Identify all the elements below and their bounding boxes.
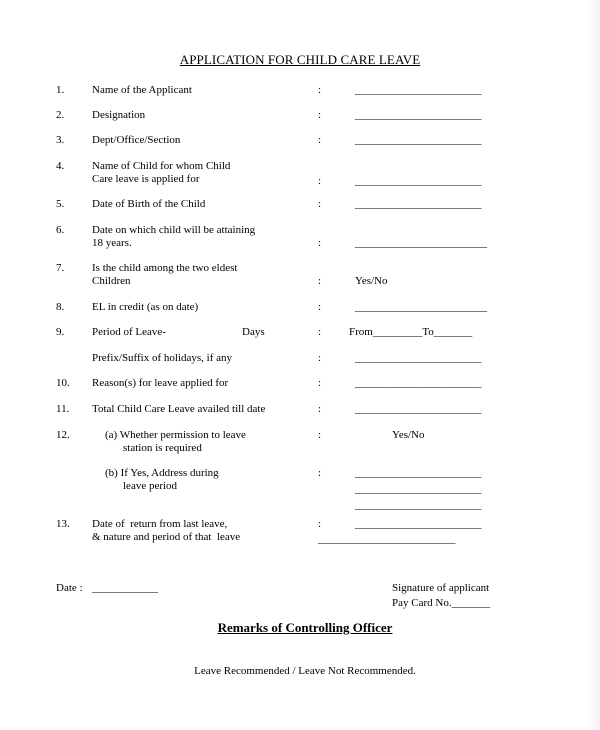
item-label: leave period bbox=[123, 480, 178, 492]
item-label: Is the child among the two eldest bbox=[92, 262, 238, 274]
colon: : bbox=[318, 175, 322, 187]
department-field[interactable]: _______________________ bbox=[355, 134, 482, 146]
total-leave-availed-field[interactable]: _______________________ bbox=[355, 403, 482, 415]
last-leave-field[interactable]: _______________________ bbox=[355, 518, 482, 530]
child-dob-field[interactable]: _______________________ bbox=[355, 198, 482, 210]
colon: : bbox=[318, 84, 322, 96]
colon: : bbox=[318, 326, 322, 338]
recommendation-options: Leave Recommended / Leave Not Recommended. bbox=[194, 665, 416, 677]
item-label: & nature and period of that leave bbox=[92, 531, 241, 543]
item-label: Designation bbox=[92, 109, 146, 121]
item-label: (b) If Yes, Address during bbox=[105, 467, 219, 479]
item-number: 4. bbox=[56, 160, 65, 172]
item-label: EL in credit (as on date) bbox=[92, 301, 199, 313]
item-label: Date on which child will be attaining bbox=[92, 224, 256, 236]
item-label: Dept/Office/Section bbox=[92, 134, 181, 146]
colon: : bbox=[318, 301, 322, 313]
last-leave-nature-field[interactable]: _________________________ bbox=[318, 533, 456, 545]
item-number: 11. bbox=[56, 403, 70, 415]
applicant-name-field[interactable]: _______________________ bbox=[355, 84, 482, 96]
prefix-suffix-field[interactable]: _______________________ bbox=[355, 352, 482, 364]
form-title: APPLICATION FOR CHILD CARE LEAVE bbox=[179, 52, 421, 67]
item-label: Date of Birth of the Child bbox=[92, 198, 206, 210]
item-number: 7. bbox=[56, 262, 65, 274]
leave-reason-field[interactable]: _______________________ bbox=[355, 377, 482, 389]
item-number: 3. bbox=[56, 134, 65, 146]
item-label: Children bbox=[92, 275, 131, 287]
address-line-field[interactable]: _______________________ bbox=[355, 467, 482, 479]
date-attaining-18-field[interactable]: ________________________ bbox=[355, 237, 487, 249]
item-label: Prefix/Suffix of holidays, if any bbox=[92, 352, 233, 364]
item-label: Total Child Care Leave availed till date bbox=[92, 403, 266, 415]
colon: : bbox=[318, 237, 322, 249]
station-permission-yes-no[interactable]: Yes/No bbox=[392, 429, 425, 441]
item-number: 5. bbox=[56, 198, 65, 210]
colon: : bbox=[318, 134, 322, 146]
signature-label: Signature of applicant bbox=[392, 582, 490, 594]
leave-period-from-to-field[interactable]: From_________To_______ bbox=[349, 326, 473, 338]
pay-card-field[interactable]: Pay Card No._______ bbox=[392, 597, 491, 609]
item-number: 13. bbox=[56, 518, 70, 530]
item-label: Period of Leave- bbox=[92, 326, 166, 338]
eldest-child-yes-no[interactable]: Yes/No bbox=[355, 275, 388, 287]
colon: : bbox=[318, 198, 322, 210]
item-label: Date of return from last leave, bbox=[92, 518, 228, 530]
date-label: Date : bbox=[56, 582, 83, 594]
item-number: 8. bbox=[56, 301, 65, 313]
el-credit-field[interactable]: ________________________ bbox=[355, 301, 487, 313]
colon: : bbox=[318, 467, 322, 479]
item-label: 18 years. bbox=[92, 237, 132, 249]
colon: : bbox=[318, 109, 322, 121]
item-label: station is required bbox=[123, 442, 202, 454]
address-line-field[interactable]: _______________________ bbox=[355, 483, 482, 495]
item-label: Name of Child for whom Child bbox=[92, 160, 231, 172]
date-field[interactable]: ____________ bbox=[92, 582, 158, 594]
child-name-field[interactable]: _______________________ bbox=[355, 175, 482, 187]
colon: : bbox=[318, 275, 322, 287]
item-label: Reason(s) for leave applied for bbox=[92, 377, 229, 389]
item-number: 1. bbox=[56, 84, 65, 96]
colon: : bbox=[318, 429, 322, 441]
days-label: Days bbox=[242, 326, 265, 338]
item-number: 2. bbox=[56, 109, 65, 121]
colon: : bbox=[318, 377, 322, 389]
item-number: 6. bbox=[56, 224, 65, 236]
item-label: (a) Whether permission to leave bbox=[105, 429, 246, 441]
designation-field[interactable]: _______________________ bbox=[355, 109, 482, 121]
item-number: 12. bbox=[56, 429, 70, 441]
item-number: 10. bbox=[56, 377, 70, 389]
item-label: Name of the Applicant bbox=[92, 84, 192, 96]
address-line-field[interactable]: _______________________ bbox=[355, 499, 482, 511]
colon: : bbox=[318, 352, 322, 364]
colon: : bbox=[318, 403, 322, 415]
item-label: Care leave is applied for bbox=[92, 173, 200, 185]
remarks-heading: Remarks of Controlling Officer bbox=[217, 620, 393, 635]
colon: : bbox=[318, 518, 322, 530]
item-number: 9. bbox=[56, 326, 65, 338]
